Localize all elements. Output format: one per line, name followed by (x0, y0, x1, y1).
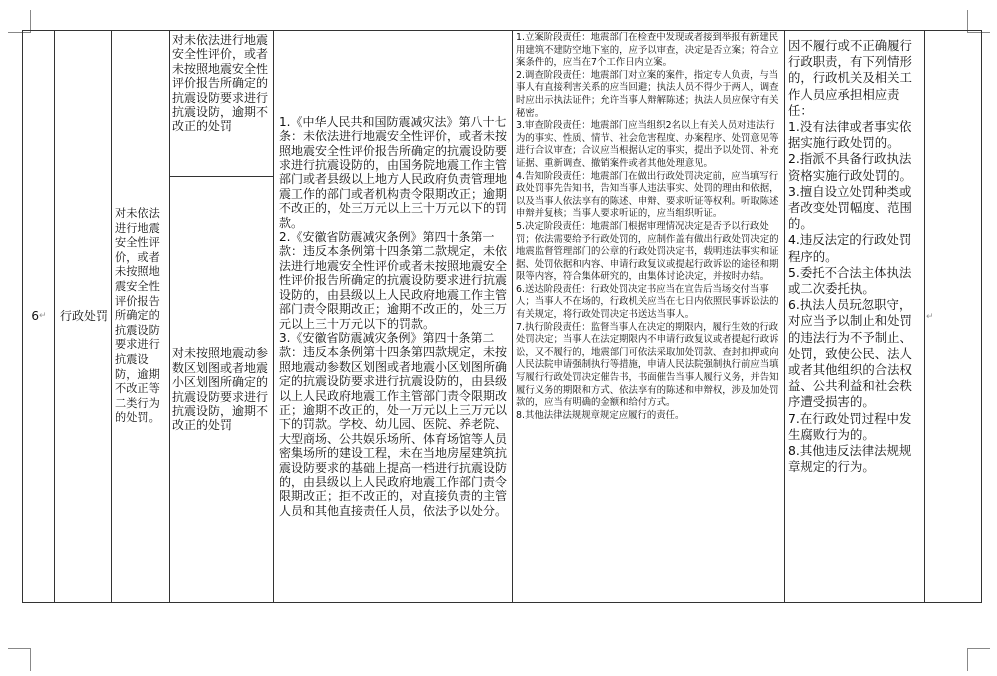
duties-cell (516, 32, 781, 602)
item-name-cell (115, 31, 167, 602)
liability-item-5: 5.委托不合法主体执法或二次委托执。 (788, 264, 912, 297)
liability-item-8: 8.其他违反法律法规规章规定的行为。 (788, 443, 912, 475)
duty-2: 2.调查阶段责任：地震部门对立案的案件，指定专人负责，与当事人有直接利害关系的应当回避；执法人员不得少于两人，调查时应出示执法证件；允许当事人辩解陈述；执法人员应保守有关秘密。 (516, 69, 779, 119)
duty-8: 8.其他法律法规规章规定应履行的责任。 (516, 409, 685, 421)
legal-basis-3: 3.《安徽省防震减灾条例》第四十条第二款：违反本条例第十四条第四款规定，未按照地震动参数区划图或者地震小区划图所确定的抗震设防要求进行抗震设防的，由县级以上人民政府地震工作主管部门责令限期改正；逾期不改正的，处一万元以上三万元以下的罚款。学校、幼儿园、医院、养老院、大型商场、公共娱乐场所、体育场馆等人员密集场所的建设工程，未在当地房屋建筑抗震设防要求的基础上提高一档进行抗震设防的，由县级以上人民政府地震工作部门责令限期改正；拒不改正的，对直接负责的主管人员和其他直接责任人员，依法予以处分。 (279, 330, 508, 518)
liability-intro: 因不履行或不正确履行行政职责，有下列情形的，行政机关及相关工作人员应承担相应责任： (788, 38, 912, 118)
liability-item-7: 7.在行政处罚过程中发生腐败行为的。 (788, 410, 912, 442)
duty-1: 1.立案阶段责任：地震部门在检查中发现或者接到举报有新建民用建筑不建防空地下室的，应予以审查，决定是否立案；符合立案条件的，应当在7个工作日内立案。 (516, 32, 779, 69)
row-number-cell: 6 ↵ (31, 309, 47, 324)
row-number: 6 (31, 309, 40, 324)
liability-item-2: 2.指派不具备行政执法资格实施行政处罚的。 (788, 151, 912, 183)
sub-item-1: 对未依法进行地震安全性评价，或者未按照地震安全性评价报告所确定的抗震设防要求进行抗震设防，逾期不改正的处罚 (172, 33, 269, 134)
category-label: 行政处罚 (60, 309, 108, 324)
category-cell (60, 31, 108, 602)
legal-basis-2: 2.《安徽省防震减灾条例》第四十条第一款：违反本条例第十四条第二款规定，未依法进行地震安全性评价或者未按照地震安全性评价报告所确定的抗震设防要求进行抗震设防的，由县级以上人民政府地震工作主管部门责令限期改正；逾期不改正的，处三万元以上三十万元以下的罚款。 (279, 230, 508, 331)
crop-mark-bottom-right (967, 648, 990, 671)
duty-6: 6.送达阶段责任：行政处罚决定书应当在宣告后当场交付当事人；当事人不在场的，行政机关应当在七日内依照民事诉讼法的有关规定，将行政处罚决定书送达当事人。 (516, 283, 779, 321)
sub-item-2: 对未按照地震动参数区划图或者地震小区划图所确定的抗震设防要求进行抗震设防，逾期不改正的处罚 (172, 346, 269, 433)
sub-item-cell-1 (172, 33, 272, 176)
duty-7: 7.执行阶段责任：监督当事人在决定的期限内，履行生效的行政处罚决定；当事人在法定期限内不申请行政复议或者提起行政诉讼，又不履行的，地震部门可依法采取加处罚款、查封扣押或向人民法院申请强制执行等措施，申请人民法院强制执行前应当填写履行行政处罚决定催告书，书面催告当事人履行义务，并告知履行义务的期限和方式、依法享有的陈述和申辩权，涉及加处罚款的，应当有明确的金额和给付方式。 (516, 321, 779, 409)
sub-item-cell-2 (172, 177, 272, 602)
duty-5: 5.决定阶段责任：地震部门根据审理情况决定是否予以行政处罚；依法需要给予行政处罚的，应制作盖有做出行政处罚决定的地震监督管理部门的公章的行政处罚决定书，载明违法事实和证据、处罚依据和内容、申请行政复议或提起行政诉讼的途径和期限等内容，符合集体研究的，由集体讨论决定，并按时办结。 (516, 220, 779, 283)
liability-item-6: 6.执法人员玩忽职守，对应当予以制止和处罚的违法行为不予制止、处罚，致使公民、法人或者其他组织的合法权益、公共利益和社会秩序遭受损害的。 (788, 297, 912, 410)
liability-item-1: 1.没有法律或者事实依据实施行政处罚的。 (788, 119, 912, 151)
remarks-cell: ↵ (926, 311, 934, 322)
crop-mark-bottom-left (8, 648, 31, 671)
liability-cell (788, 38, 922, 602)
liability-item-3: 3.擅自设立处罚种类或者改变处罚幅度、范围的。 (788, 183, 912, 232)
duty-3: 3.审查阶段责任：地震部门应当组织2名以上有关人员对违法行为的事实、性质、情节、社会危害程度、办案程序、处罚意见等进行合议审查；合议应当根据认定的事实，提出予以处罚、补充证据、重新调查、撤销案件或者其他处理意见。 (516, 120, 779, 169)
legal-basis-1: 1.《中华人民共和国防震减灾法》第八十七条：未依法进行地震安全性评价，或者未按照地震安全性评价报告所确定的抗震设防要求进行抗震设防的，由国务院地震工作主管部门或者县级以上地方人民政府负责管理地震工作的部门或者机构责令限期改正；逾期不改正的，处三万元以上三十万元以下的罚款。 (279, 114, 508, 230)
liability-item-4: 4.违反法定的行政处罚程序的。 (788, 232, 912, 264)
legal-basis-cell (279, 31, 509, 602)
duty-4: 4.告知阶段责任：地震部门在做出行政处罚决定前，应当填写行政处罚事先告知书，告知当事人违法事实、处罚的理由和依据，以及当事人依法享有的陈述、申辩、要求听证等权利。听取陈述申辩并复核；当事人要求听证的，应当组织听证。 (516, 170, 779, 220)
item-name: 对未依法进行地震安全性评价，或者未按照地震安全性评价报告所确定的抗震设防要求进行抗震设防，逾期不改正等二类行为的处罚。 (115, 207, 160, 425)
